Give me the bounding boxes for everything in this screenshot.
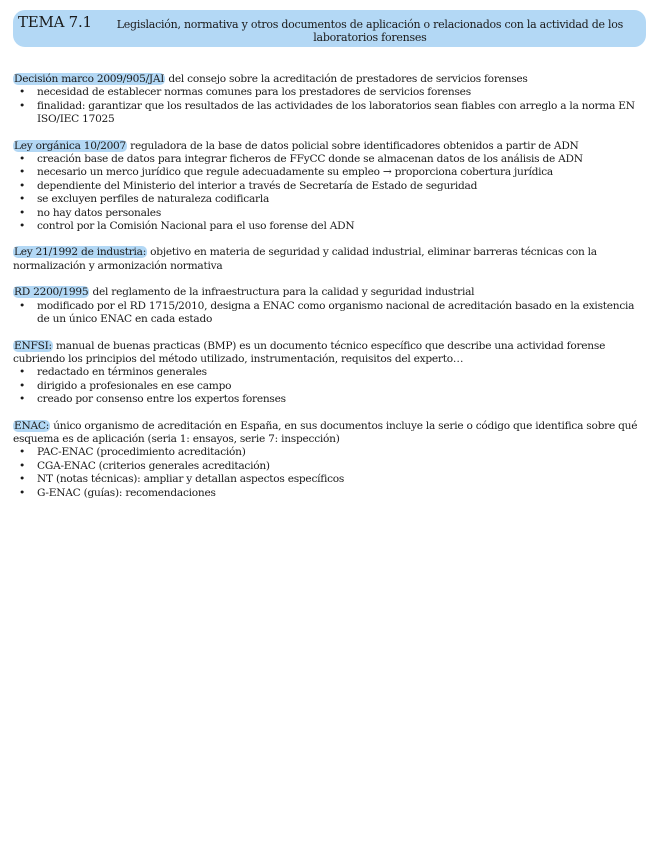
section-lead <box>13 246 646 273</box>
section-lead <box>13 286 646 299</box>
list-item: • dirigido a profesionales en ese campo <box>13 380 646 393</box>
bullet-list <box>13 153 646 233</box>
section-decision-marco <box>13 73 646 127</box>
list-item: • NT (notas técnicas): ampliar y detallan aspectos específicos <box>13 473 646 486</box>
list-item: • modificado por el RD 1715/2010, designa a ENAC como organismo nacional de acreditación basado en la existencia de un único ENAC en cada estado <box>13 300 646 327</box>
section-lead <box>13 340 646 367</box>
list-item: • se excluyen perfiles de naturaleza codificarla <box>13 193 646 206</box>
section-heading: Ley 21/1992 de industria: <box>14 246 147 259</box>
list-item: • no hay datos personales <box>13 207 646 220</box>
section-heading: ENAC: <box>14 419 50 432</box>
list-item: • creación base de datos para integrar ficheros de FFyCC donde se almacenan datos de los análisis de ADN <box>13 153 646 166</box>
section-lead <box>13 420 646 447</box>
section-enac <box>13 420 646 500</box>
section-lead <box>13 73 646 86</box>
section-text: único organismo de acreditación en España, en sus documentos incluye la serie o código que identifica sobre qué esquema es de aplicación (seria 1: ensayos, serie 7: inspección) <box>13 419 638 445</box>
section-heading: Decisión marco 2009/905/JAI <box>14 73 165 85</box>
section-heading: RD 2200/1995 <box>14 286 89 299</box>
bullet-list <box>13 446 646 500</box>
section-text: reguladora de la base de datos policial sobre identificadores obtenidos a partir de ADN <box>127 139 579 152</box>
page-header <box>13 10 646 47</box>
list-item: • control por la Comisión Nacional para el uso forense del ADN <box>13 220 646 233</box>
section-lead <box>13 140 646 153</box>
section-text: manual de buenas practicas (BMP) es un documento técnico específico que describe una actividad forense cubriendo los principios del método utilizado, instrumentación, requisitos del experto… <box>13 339 606 365</box>
section-ley-organica <box>13 140 646 234</box>
section-text: objetivo en materia de seguridad y calidad industrial, eliminar barreras técnicas con la normalización y armonización normativa <box>13 246 597 272</box>
list-item: • necesidad de establecer normas comunes para los prestadores de servicios forenses <box>13 86 646 99</box>
list-item: • G-ENAC (guías): recomendaciones <box>13 487 646 500</box>
section-heading: ENFSI: <box>14 339 52 352</box>
list-item: • finalidad: garantizar que los resultados de las actividades de los laboratorios sean fiables con arreglo a la norma EN ISO/IEC 17025 <box>13 100 646 127</box>
section-text: del reglamento de la infraestructura para la calidad y seguridad industrial <box>89 286 475 299</box>
bullet-list <box>13 300 646 327</box>
list-item: • PAC-ENAC (procedimiento acreditación) <box>13 446 646 459</box>
list-item: • creado por consenso entre los expertos forenses <box>13 393 646 406</box>
section-ley-industria <box>13 246 646 273</box>
topic-number: TEMA 7.1 <box>18 13 92 31</box>
bullet-list <box>13 366 646 406</box>
page-title: Legislación, normativa y otros documentos de aplicación o relacionados con la actividad de los laboratorios forenses <box>116 18 624 44</box>
section-text: del consejo sobre la acreditación de prestadores de servicios forenses <box>165 73 528 85</box>
section-rd <box>13 286 646 326</box>
list-item: • dependiente del Ministerio del interior a través de Secretaría de Estado de seguridad <box>13 180 646 193</box>
list-item: • necesario un merco jurídico que regule adecuadamente su empleo → proporciona cobertura jurídica <box>13 166 646 179</box>
bullet-list <box>13 86 646 126</box>
list-item: • redactado en términos generales <box>13 366 646 379</box>
list-item: • CGA-ENAC (criterios generales acreditación) <box>13 460 646 473</box>
section-enfsi <box>13 340 646 407</box>
section-heading: Ley orgánica 10/2007 <box>14 139 127 152</box>
